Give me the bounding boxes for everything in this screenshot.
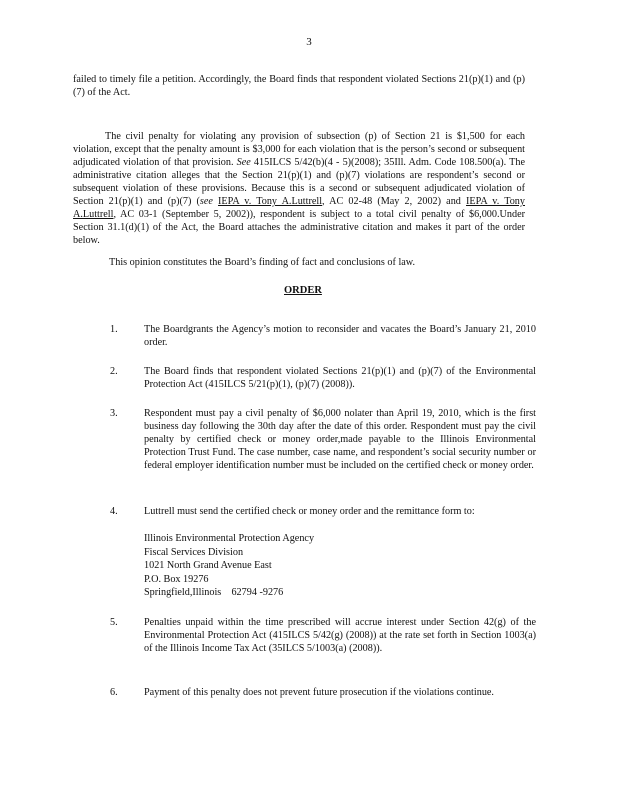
item-text: The Board finds that respondent violated Sections 21(p)(1) and (p)(7) of the Environmental Protection Act (415ILCS 5/21(p)(1), (p)(7) (2008)). — [144, 366, 536, 390]
paragraph-opinion: This opinion constitutes the Board’s finding of fact and conclusions of law. — [109, 257, 416, 268]
item-number: 3. — [110, 408, 118, 419]
item-text: Payment of this penalty does not prevent future prosecution if the violations continue. — [144, 687, 494, 698]
item-number: 2. — [110, 366, 118, 377]
paragraph-civil-penalty — [73, 130, 525, 247]
item-number: 5. — [110, 617, 118, 628]
see-signal: see — [199, 196, 213, 207]
address-line: 1021 North Grand Avenue East — [144, 560, 272, 571]
address-line: Springfield,Illinois 62794 -9276 — [144, 587, 284, 598]
paragraph-text: 415ILCS 5/42(b)(4 - 5)(2008); 35Ill. Adm. Code 108.500(a). The administrative citation alleges that the Section 21(p)(1) and (p)(7) violations are respondent’s second or subsequent violation of these provisions. Because this is a second or subsequent adjudicated violation of Section 21(p)(1) and (p)(7) ( — [73, 157, 525, 207]
item-text: Penalties unpaid within the time prescribed will accrue interest under Section 42(g) of the Environmental Protection Act (415ILCS 5/42(g) (2008)) at the rate set forth in Section 1003(a) of the Illinois Income Tax Act (35ILCS 5/1003(a) (2008)). — [144, 617, 536, 654]
item-text: Luttrell must send the certified check or money order and the remittance form to: — [144, 506, 475, 517]
item-number: 6. — [110, 687, 118, 698]
see-signal: See — [236, 157, 251, 168]
item-number: 4. — [110, 506, 118, 517]
order-heading: ORDER — [284, 285, 322, 296]
item-number: 1. — [110, 324, 118, 335]
remittance-address — [144, 532, 314, 600]
address-line: P.O. Box 19276 — [144, 573, 209, 585]
case-citation: IEPA v. Tony A.Luttrell — [218, 196, 323, 207]
paragraph-text: , AC 02-48 (May 2, 2002) and — [322, 196, 467, 207]
paragraph-text: The civil penalty for violating any provision of subsection (p) of Section 21 is $1,500 for each violation, except that the penalty amount is $3,000 for each violation that is the person’s second or subsequent adjudicated violation of that provision. — [73, 131, 525, 168]
item-text: The Boardgrants the Agency’s motion to reconsider and vacates the Board’s January 21, 2010 order. — [144, 324, 536, 348]
paragraph-text: , AC 03-1 (September 5, 2002)), respondent is subject to a total civil penalty of $6,000.Under Section 31.1(d)(1) of the Act, the Board attaches the administrative citation and makes it part of the order below. — [73, 209, 525, 246]
address-line: Illinois Environmental Protection Agency — [144, 533, 315, 544]
case-citation: IEPA v. Tony A.Luttrell — [73, 196, 525, 220]
address-line: Fiscal Services Division — [144, 546, 244, 558]
paragraph-findings: failed to timely file a petition. Accordingly, the Board finds that respondent violated Sections 21(p)(1) and (p)(7) of the Act. — [73, 74, 525, 98]
page-number: 3 — [306, 36, 312, 48]
item-text: Respondent must pay a civil penalty of $6,000 nolater than April 19, 2010, which is the first business day following the 30th day after the date of this order. Respondent must pay the civil penalty by certified check or money order,made payable to the Illinois Environmental Protection Trust Fund. The case number, case name, and respondent’s social security number or federal employer identification number must be included on the certified check or money order. — [144, 408, 536, 471]
